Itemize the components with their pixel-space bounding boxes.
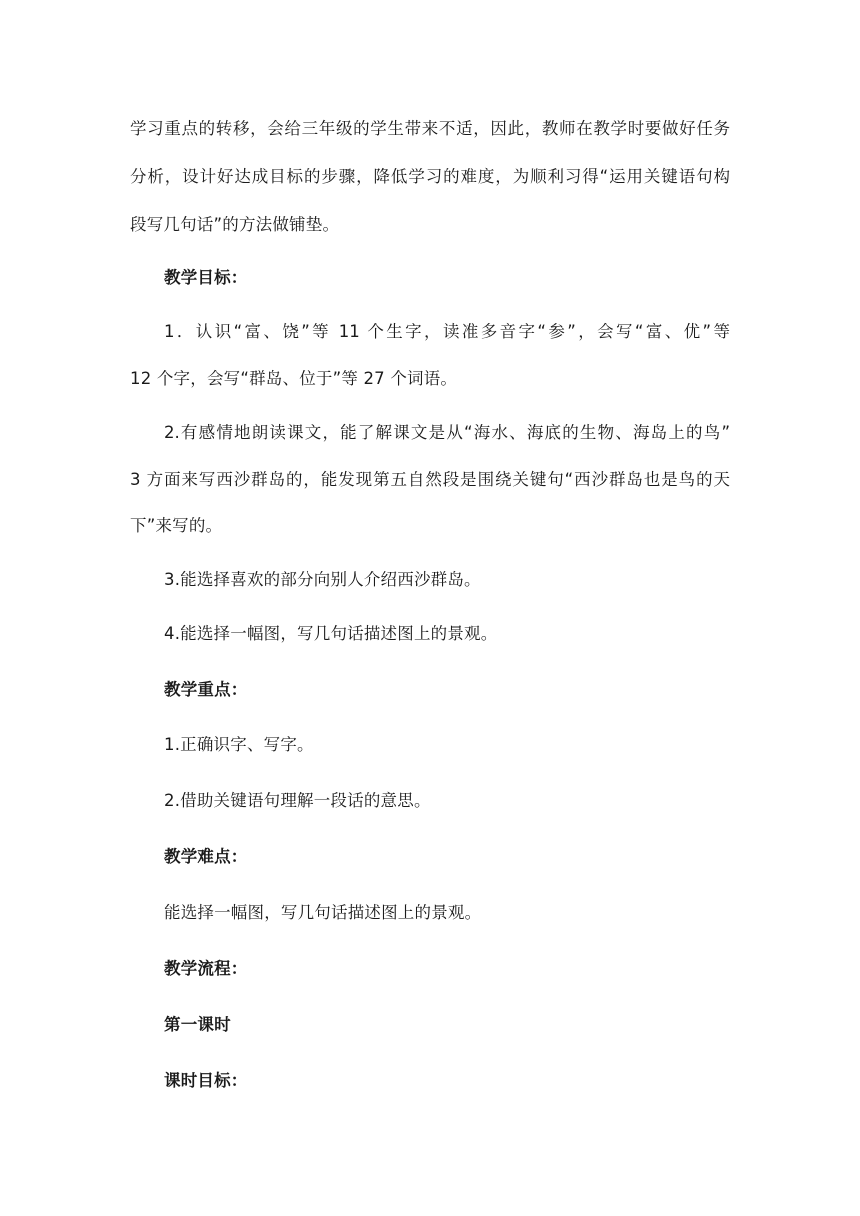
- difficulty-text: 能选择一幅图，写几句话描述图上的景观。: [164, 903, 482, 922]
- objective-4: 4.能选择一幅图，写几句话描述图上的景观。: [164, 624, 498, 643]
- key-point-1: 1.正确识字、写字。: [164, 735, 314, 754]
- key-point-2: 2.借助关键语句理解一段话的意思。: [164, 791, 431, 810]
- objective-1-line-2: 12 个字，会写“群岛、位于”等 27 个词语。: [130, 369, 458, 388]
- objective-3: 3.能选择喜欢的部分向别人介绍西沙群岛。: [164, 570, 481, 589]
- key-points-heading: 教学重点：: [164, 680, 248, 699]
- objective-2-line-1: 2.有感情地朗读课文，能了解课文是从“海水、海底的生物、海岛上的鸟”: [164, 423, 730, 442]
- objective-1-line-1: 1．认识“富、饶”等 11 个生字，读准多音字“参”，会写“富、优”等: [164, 322, 730, 341]
- objective-2-line-3: 下”来写的。: [130, 516, 223, 535]
- lesson-objectives-heading: 课时目标：: [164, 1071, 248, 1090]
- objective-2-line-2: 3 方面来写西沙群岛的，能发现第五自然段是围绕关键句“西沙群岛也是鸟的天: [130, 470, 730, 489]
- process-heading: 教学流程：: [164, 959, 248, 978]
- difficulty-heading: 教学难点：: [164, 847, 248, 866]
- intro-line-1: 学习重点的转移，会给三年级的学生带来不适，因此，教师在教学时要做好任务: [130, 119, 730, 138]
- first-lesson-heading: 第一课时: [164, 1015, 231, 1034]
- objectives-heading: 教学目标：: [164, 268, 248, 287]
- intro-line-3: 段写几句话”的方法做铺垫。: [130, 215, 340, 234]
- intro-line-2: 分析，设计好达成目标的步骤，降低学习的难度，为顺利习得“运用关键语句构: [130, 167, 730, 186]
